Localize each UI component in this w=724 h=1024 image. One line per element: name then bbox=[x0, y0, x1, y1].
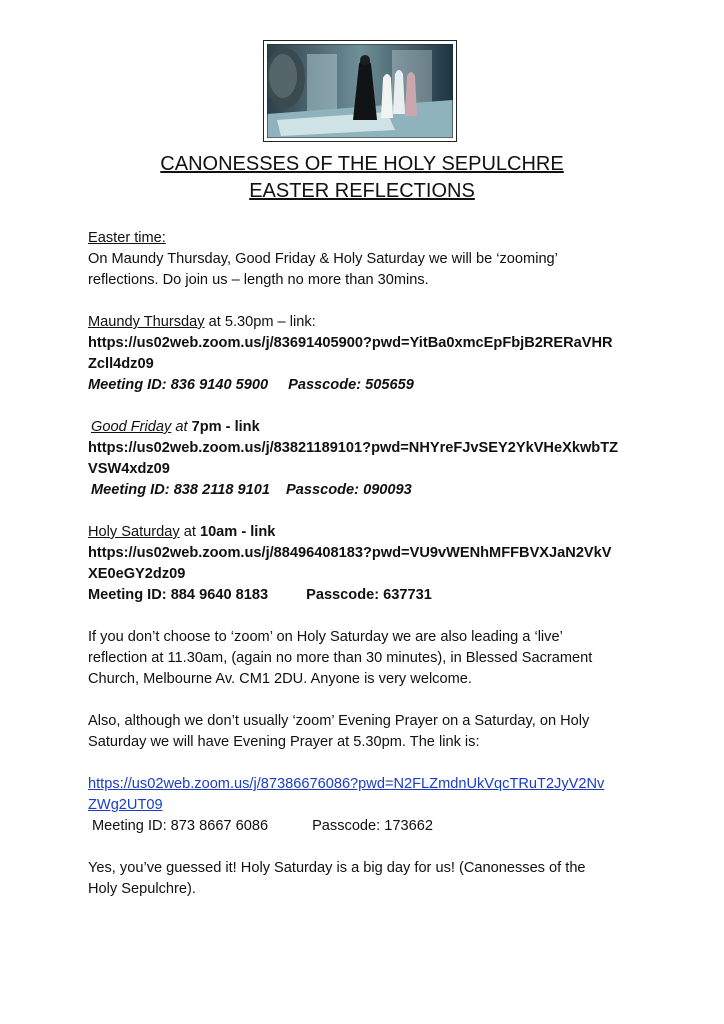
tomb-scene-image bbox=[267, 44, 453, 138]
saturday-day: Holy Saturday bbox=[88, 524, 180, 540]
evening-meeting-info bbox=[88, 816, 433, 837]
saturday-time: 10am - link bbox=[199, 524, 276, 540]
page-title-line-2: EASTER REFLECTIONS bbox=[249, 180, 475, 202]
evening-meeting-id: Meeting ID: 873 8667 6086 bbox=[92, 818, 269, 834]
friday-meeting-info bbox=[88, 480, 412, 501]
evening-line-2: Saturday we will have Evening Prayer at 5.30pm. The link is: bbox=[88, 734, 480, 750]
maundy-meeting-info bbox=[88, 375, 414, 396]
friday-at: at bbox=[171, 419, 192, 435]
intro-line-2: reflections. Do join us – length no more than 30mins. bbox=[88, 272, 429, 288]
intro-heading: Easter time: bbox=[88, 230, 166, 246]
friday-time: 7pm - link bbox=[191, 419, 260, 435]
saturday-meeting-info bbox=[88, 585, 432, 606]
friday-heading bbox=[88, 417, 260, 438]
closing-line-2: Holy Sepulchre). bbox=[88, 881, 196, 897]
page-title-line-1: CANONESSES OF THE HOLY SEPULCHRE bbox=[160, 153, 564, 175]
saturday-heading bbox=[88, 522, 275, 543]
live-line-3: Church, Melbourne Av. CM1 2DU. Anyone is very welcome. bbox=[88, 671, 472, 687]
friday-url-line-2[interactable]: VSW4xdz09 bbox=[88, 461, 170, 477]
saturday-url-line-2[interactable]: XE0eGY2dz09 bbox=[88, 566, 186, 582]
friday-url-line-1[interactable]: https://us02web.zoom.us/j/83821189101?pwd=NHYreFJvSEY2YkVHeXkwbTZ bbox=[88, 440, 619, 456]
saturday-meeting-id: Meeting ID: 884 9640 8183 bbox=[88, 587, 269, 603]
friday-day: Good Friday bbox=[91, 419, 172, 435]
maundy-time: at 5.30pm – link: bbox=[204, 314, 316, 330]
live-line-1: If you don’t choose to ‘zoom’ on Holy Saturday we are also leading a ‘live’ bbox=[88, 629, 563, 645]
saturday-url-line-1[interactable]: https://us02web.zoom.us/j/88496408183?pwd=VU9vWENhMFFBVXJaN2VkV bbox=[88, 545, 612, 561]
friday-passcode: Passcode: 090093 bbox=[286, 482, 412, 498]
intro-line-1: On Maundy Thursday, Good Friday & Holy Saturday we will be ‘zooming’ bbox=[88, 251, 558, 267]
maundy-url-line-2[interactable]: Zcll4dz09 bbox=[88, 356, 154, 372]
evening-url-line-2[interactable]: ZWg2UT09 bbox=[88, 797, 163, 813]
evening-url-line-1[interactable]: https://us02web.zoom.us/j/87386676086?pwd=N2FLZmdnUkVqcTRuT2JyV2Nv bbox=[88, 776, 605, 792]
live-line-2: reflection at 11.30am, (again no more than 30 minutes), in Blessed Sacrament bbox=[88, 650, 593, 666]
maundy-day: Maundy Thursday bbox=[88, 314, 205, 330]
maundy-heading bbox=[88, 312, 316, 333]
maundy-meeting-id: Meeting ID: 836 9140 5900 bbox=[88, 377, 269, 393]
closing-line-1: Yes, you’ve guessed it! Holy Saturday is a big day for us! (Canonesses of the bbox=[88, 860, 586, 876]
header-painting bbox=[263, 40, 457, 142]
friday-meeting-id: Meeting ID: 838 2118 9101 bbox=[91, 482, 271, 498]
saturday-at: at bbox=[179, 524, 200, 540]
maundy-url-line-1[interactable]: https://us02web.zoom.us/j/83691405900?pwd=YitBa0xmcEpFbjB2RERaVHR bbox=[88, 335, 613, 351]
evening-line-1: Also, although we don’t usually ‘zoom’ Evening Prayer on a Saturday, on Holy bbox=[88, 713, 590, 729]
saturday-passcode: Passcode: 637731 bbox=[306, 587, 432, 603]
evening-passcode: Passcode: 173662 bbox=[312, 818, 433, 834]
maundy-passcode: Passcode: 505659 bbox=[288, 377, 414, 393]
